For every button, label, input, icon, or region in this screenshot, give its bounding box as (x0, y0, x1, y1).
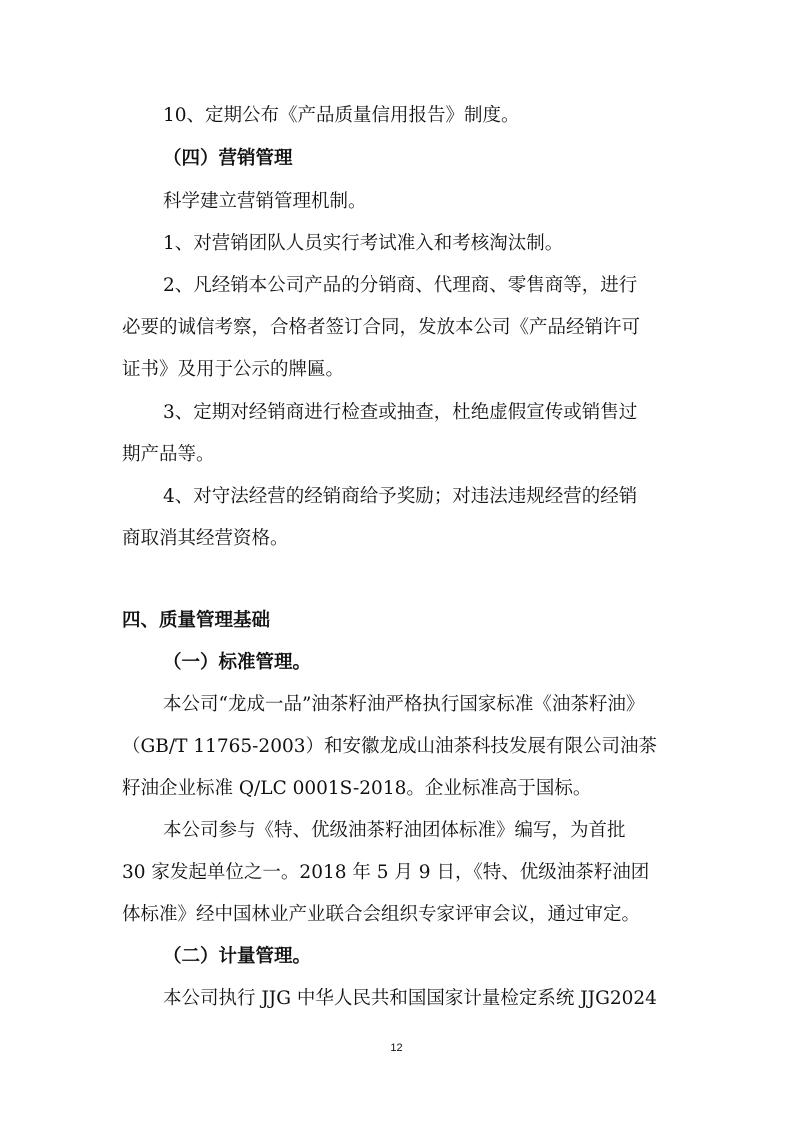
chapter-heading: 四、质量管理基础 (122, 610, 271, 631)
paragraph-line: 30 家发起单位之一。2018 年 5 月 9 日，《特、优级油茶籽油团 (122, 862, 650, 883)
section-heading: （一）标准管理。 (163, 652, 312, 673)
paragraph-line: 本公司“龙成一品”油茶籽油严格执行国家标准《油茶籽油》 (163, 694, 645, 715)
paragraph-line: 本公司参与《特、优级油茶籽油团体标准》编写，为首批 (163, 820, 626, 841)
paragraph-line: 1、对营销团队人员实行考试准入和考核淘汰制。 (163, 233, 564, 254)
paragraph-line: 本公司执行 JJG 中华人民共和国国家计量检定系统 JJG2024 (163, 988, 657, 1009)
page-number: 12 (390, 1042, 403, 1054)
paragraph-line: 10、定期公布《产品质量信用报告》制度。 (163, 105, 520, 126)
section-heading: （四）营销管理 (163, 148, 293, 169)
paragraph-line: 籽油企业标准 Q/LC 0001S-2018。企业标准高于国标。 (122, 778, 592, 799)
paragraph-line: （GB/T 11765-2003）和安徽龙成山油茶科技发展有限公司油茶 (122, 736, 658, 757)
paragraph-line: 期产品等。 (122, 444, 215, 465)
paragraph-line: 必要的诚信考察，合格者签订合同，发放本公司《产品经销许可 (122, 317, 641, 338)
paragraph-line: 4、对守法经营的经销商给予奖励；对违法违规经营的经销 (163, 486, 638, 507)
paragraph-line: 2、凡经销本公司产品的分销商、代理商、零售商等，进行 (163, 275, 638, 296)
paragraph-line: 商取消其经营资格。 (122, 528, 289, 549)
paragraph-line: 科学建立营销管理机制。 (163, 191, 367, 212)
section-heading: （二）计量管理。 (163, 946, 312, 967)
paragraph-line: 证书》及用于公示的牌匾。 (122, 359, 345, 380)
paragraph-line: 3、定期对经销商进行检查或抽查，杜绝虚假宣传或销售过 (163, 402, 638, 423)
paragraph-line: 体标准》经中国林业产业联合会组织专家评审会议，通过审定。 (122, 904, 641, 925)
